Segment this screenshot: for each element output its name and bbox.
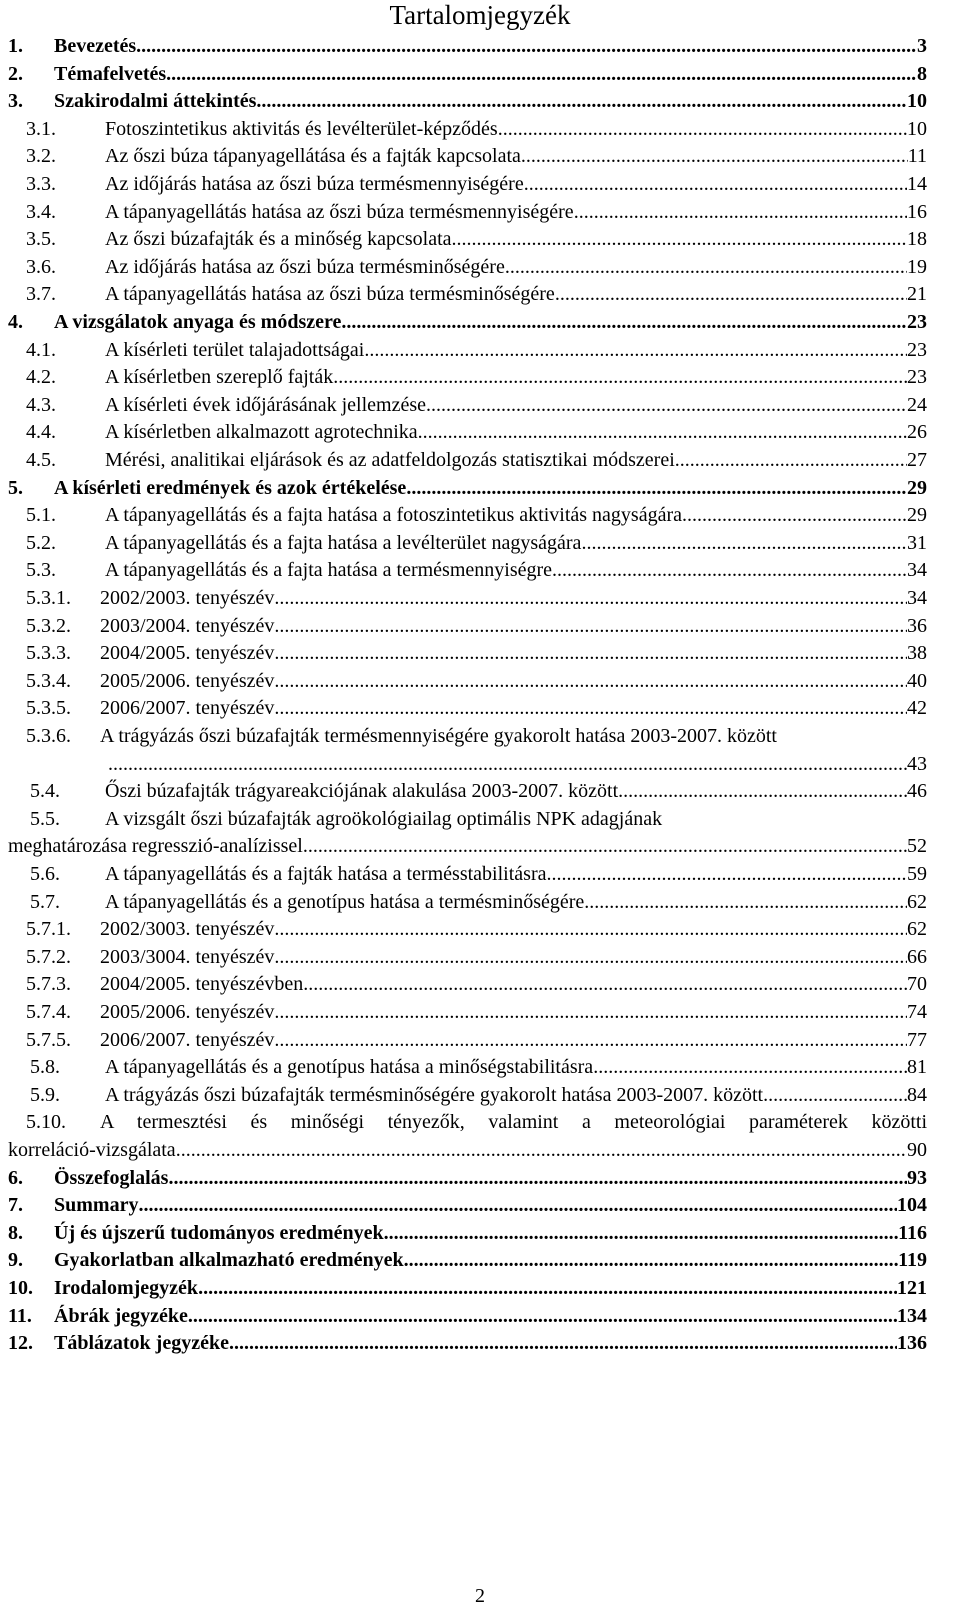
toc-entry-number: 3.2. (26, 145, 56, 168)
toc-entry-title: Gyakorlatban alkalmazható eredmények (54, 1249, 404, 1272)
toc-entry-page: 29 (907, 504, 927, 527)
dot-leader (176, 1136, 907, 1164)
toc-entry[interactable] (0, 336, 960, 364)
toc-entry[interactable] (0, 915, 960, 943)
toc-entry-number: 5.6. (30, 863, 60, 885)
dot-leader (418, 418, 907, 446)
toc-entry-page: 29 (907, 476, 927, 499)
dot-leader (593, 1053, 907, 1081)
page-title: Tartalomjegyzék (389, 0, 571, 30)
dot-leader (274, 639, 907, 667)
toc-entry-page: 81 (907, 1056, 927, 1079)
toc-entry-title: Táblázatok jegyzéke (54, 1332, 229, 1355)
toc-entry-page: 77 (907, 1028, 927, 1051)
toc-entry-number: 5.7. (30, 890, 60, 913)
toc-entry-page: 70 (907, 973, 927, 996)
toc-entry[interactable] (0, 474, 960, 502)
toc-entry-page: 93 (907, 1166, 927, 1189)
toc-entry-title: Szakirodalmi áttekintés (54, 90, 257, 113)
dot-leader (521, 142, 908, 170)
toc-entry-number: 5.7.3. (26, 973, 71, 996)
dot-leader (498, 115, 907, 143)
dot-leader (524, 170, 907, 198)
toc-entry-page: 14 (907, 173, 927, 195)
toc-entry[interactable] (0, 943, 960, 971)
toc-entry-title: 2005/2006. tenyészév (100, 669, 275, 692)
toc-entry-title: A tápanyagellátás és a fajta hatása a fotoszintetikus aktivitás nagyságára (105, 504, 683, 527)
toc-entry-page: 34 (907, 587, 927, 609)
toc-entry-title: 2004/2005. tenyészév (100, 642, 275, 665)
toc-entry-number: 5.3.5. (26, 697, 71, 720)
toc-entry-title: Fotoszintetikus aktivitás és levélterület-képződés (105, 117, 498, 140)
toc-entry-page: 23 (907, 366, 927, 389)
toc-entry-number: 12. (8, 1332, 33, 1355)
toc-entry-title: A tápanyagellátás és a fajta hatása a termésmennyiségre (105, 559, 553, 582)
toc-entry-title: Témafelvetés (54, 62, 167, 85)
toc-entry-page: 21 (907, 283, 927, 306)
dot-leader (384, 1219, 898, 1247)
toc-entry-number: 8. (8, 1221, 23, 1244)
dot-leader (555, 280, 907, 308)
dot-leader (274, 998, 907, 1026)
toc-entry-title: A trágyázás őszi búzafajták termésmennyiségére gyakorolt hatása 2003-2007. között (100, 725, 777, 747)
toc-entry-page: 3 (917, 35, 927, 57)
toc-entry-title: 2002/3003. tenyészév (100, 918, 275, 941)
toc-entry-number: 5.3.4. (26, 669, 71, 692)
toc-entry-number: 9. (8, 1249, 23, 1272)
toc-entry[interactable] (0, 1191, 960, 1219)
toc-entry-page: 34 (907, 559, 927, 582)
toc-entry-title: 2003/3004. tenyészév (100, 945, 275, 968)
toc-entry[interactable] (0, 888, 960, 916)
toc-entry-number: 5.4. (30, 780, 60, 803)
dot-leader (364, 336, 907, 364)
toc-entry[interactable] (0, 501, 960, 529)
toc-entry[interactable] (0, 722, 960, 750)
toc-entry-number: 5.3. (26, 559, 56, 582)
toc-entry-title: Irodalomjegyzék (54, 1277, 199, 1299)
toc-entry-title: A vizsgált őszi búzafajták agroökológiailag optimális NPK adagjának (105, 807, 663, 830)
toc-entry[interactable] (0, 170, 960, 198)
toc-entry-page: 43 (907, 752, 927, 775)
toc-entry-page: 38 (907, 642, 927, 665)
toc-entry[interactable] (0, 391, 960, 419)
toc-entry-title: A termesztési és minőségi tényezők, valamint a meteorológiai paraméterek közötti (100, 1111, 927, 1134)
toc-entry-page: 134 (897, 1304, 927, 1327)
dot-leader (505, 253, 907, 281)
toc-entry-title: A tápanyagellátás és a fajták hatása a termésstabilitásra (105, 863, 547, 885)
toc-entry[interactable] (0, 418, 960, 446)
toc-entry[interactable] (0, 970, 960, 998)
toc-entry-number: 5.3.2. (26, 614, 71, 637)
dot-leader (618, 777, 907, 805)
dot-leader (404, 1246, 898, 1274)
toc-entry-title: A kísérletben szereplő fajták (105, 366, 334, 389)
toc-entry-number: 5.3.1. (26, 587, 71, 609)
toc-entry[interactable] (0, 1081, 960, 1109)
toc-entry-page: 66 (907, 945, 927, 968)
dot-leader (574, 198, 907, 226)
toc-entry-page: 19 (907, 255, 927, 278)
toc-entry-continuation[interactable] (0, 1136, 960, 1164)
toc-entry-page: 119 (898, 1249, 927, 1272)
dot-leader (136, 32, 917, 60)
toc-entry[interactable] (0, 1026, 960, 1054)
toc-entry[interactable] (0, 1053, 960, 1081)
toc-entry-number: 4. (8, 311, 23, 333)
toc-entry-page: 62 (907, 890, 927, 913)
toc-entry-title: 2005/2006. tenyészév (100, 1001, 275, 1023)
toc-entry[interactable] (0, 198, 960, 226)
toc-entry-page: 36 (907, 614, 927, 637)
toc-entry-number: 3.6. (26, 255, 56, 278)
toc-entry[interactable] (0, 805, 960, 833)
toc-entry[interactable] (0, 1108, 960, 1136)
toc-entry-page: 116 (898, 1221, 927, 1244)
toc-entry[interactable] (0, 694, 960, 722)
toc-entry-page: 40 (907, 669, 927, 692)
toc-entry-number: 10. (8, 1277, 33, 1299)
dot-leader (274, 667, 907, 695)
toc-entry-number: 5.1. (26, 504, 56, 527)
toc-entry-page: 18 (907, 228, 927, 251)
toc-entry[interactable] (0, 253, 960, 281)
dot-leader (229, 1329, 897, 1357)
toc-entry[interactable] (0, 87, 960, 115)
toc-entry-title: Bevezetés (54, 35, 137, 57)
dot-leader (256, 87, 907, 115)
dot-leader (426, 391, 907, 419)
toc-entry-number: 5.7.2. (26, 945, 71, 968)
toc-entry-number: 3.4. (26, 200, 56, 223)
toc-entry-number: 3.7. (26, 283, 56, 306)
toc-entry-page: 26 (907, 421, 927, 444)
toc-entry-title: A tápanyagellátás és a genotípus hatása a termésminőségére (105, 890, 585, 913)
toc-entry[interactable] (0, 529, 960, 557)
toc-entry-title: A kísérleti terület talajadottságai (105, 338, 365, 361)
toc-entry-title: A kísérletben alkalmazott agrotechnika (105, 421, 418, 444)
toc-entry-page: 104 (897, 1194, 927, 1217)
toc-entry[interactable] (0, 639, 960, 667)
dot-leader (546, 860, 907, 888)
toc-entry[interactable] (0, 280, 960, 308)
toc-entry-title: 2004/2005. tenyészévben (100, 973, 304, 996)
toc-entry-number: 3. (8, 90, 23, 113)
toc-entry[interactable] (0, 225, 960, 253)
dot-leader (581, 529, 907, 557)
toc-entry-page: 31 (907, 531, 927, 554)
toc-entry-number: 5.3.6. (26, 725, 71, 747)
dot-leader (108, 750, 907, 778)
dot-leader (333, 363, 907, 391)
dot-leader (763, 1081, 907, 1109)
dot-leader (168, 1164, 907, 1192)
toc-entry-number: 4.3. (26, 393, 56, 416)
toc-entry-page: 24 (907, 393, 927, 416)
toc-entry-number: 5. (8, 476, 23, 499)
toc-entry-page: 23 (907, 338, 927, 361)
toc-entry[interactable] (0, 60, 960, 88)
toc-entry[interactable] (0, 584, 960, 612)
toc-entry[interactable] (0, 32, 960, 60)
toc-entry-title: A vizsgálatok anyaga és módszere (54, 311, 342, 333)
toc-entry-title-continued: meghatározása regresszió-analízissel (8, 835, 303, 858)
toc-entry[interactable] (0, 1246, 960, 1274)
toc-entry[interactable] (0, 998, 960, 1026)
toc-entry[interactable] (0, 115, 960, 143)
toc-entry-title: A tápanyagellátás hatása az őszi búza termésminőségére (105, 283, 555, 306)
toc-entry[interactable] (0, 1302, 960, 1330)
toc-entry[interactable] (0, 860, 960, 888)
toc-entry-title: A tápanyagellátás hatása az őszi búza termésmennyiségére (105, 200, 574, 223)
toc-entry-title: 2006/2007. tenyészév (100, 1028, 275, 1051)
toc-entry-number: 5.10. (26, 1111, 66, 1134)
toc-entry-title-continued: korreláció-vizsgálata (8, 1139, 176, 1161)
toc-entry-number: 2. (8, 62, 23, 85)
toc-entry-number: 4.4. (26, 421, 56, 444)
toc-entry-number: 5.5. (30, 807, 60, 830)
toc-entry[interactable] (0, 1274, 960, 1302)
toc-entry-number: 6. (8, 1166, 23, 1189)
toc-entry-number: 4.2. (26, 366, 56, 389)
toc-entry-number: 11. (8, 1304, 32, 1327)
toc-entry-title: Az őszi búza tápanyagellátása és a fajták kapcsolata (105, 145, 521, 168)
toc-entry-page: 16 (907, 200, 927, 223)
toc-entry-title: 2003/2004. tenyészév (100, 614, 275, 637)
toc-entry-title: Az őszi búzafajták és a minőség kapcsolata (105, 228, 452, 251)
toc-entry-number: 5.8. (30, 1056, 60, 1079)
toc-entry-number: 5.3.3. (26, 642, 71, 665)
toc-entry-number: 5.9. (30, 1083, 60, 1106)
toc-entry-title: A tápanyagellátás és a fajta hatása a levélterület nagyságára (105, 531, 582, 554)
dot-leader (682, 501, 907, 529)
dot-leader (138, 1191, 897, 1219)
toc-entry-page: 10 (907, 90, 927, 113)
toc-entry-title: Ábrák jegyzéke (54, 1304, 188, 1327)
toc-entry-page: 8 (917, 62, 927, 85)
dot-leader (274, 1026, 907, 1054)
toc-entry-number: 5.7.1. (26, 918, 71, 941)
dot-leader (452, 225, 907, 253)
toc-entry-page: 11 (907, 145, 927, 168)
toc-entry-number: 3.1. (26, 117, 56, 140)
toc-entry-page: 62 (907, 918, 927, 941)
toc-entry-title: A trágyázás őszi búzafajták termésminőségére gyakorolt hatása 2003-2007. között (105, 1083, 764, 1106)
toc-entry-title: A kísérleti évek időjárásának jellemzése (105, 393, 426, 416)
toc-entry-continuation[interactable] (0, 832, 960, 860)
toc-entry-title: Mérési, analitikai eljárások és az adatfeldolgozás statisztikai módszerei (105, 449, 675, 471)
toc-entry-number: 3.5. (26, 228, 56, 251)
toc-entry-title: 2006/2007. tenyészév (100, 697, 275, 720)
dot-leader (188, 1302, 897, 1330)
toc-entry-number: 7. (8, 1194, 23, 1217)
toc-entry-title: Őszi búzafajták trágyareakciójának alakulása 2003-2007. között (105, 780, 619, 803)
dot-leader (274, 694, 907, 722)
toc-entry[interactable] (0, 1164, 960, 1192)
toc-entry[interactable] (0, 556, 960, 584)
toc-entry-page: 84 (907, 1083, 927, 1106)
toc-entry-title: Az időjárás hatása az őszi búza termésminőségére (105, 255, 505, 278)
toc-entry-number: 4.1. (26, 338, 56, 361)
toc-entry-number: 5.2. (26, 531, 56, 554)
toc-entry-page: 74 (907, 1001, 927, 1023)
dot-leader (274, 612, 907, 640)
toc-entry-number: 4.5. (26, 449, 56, 471)
toc-entry[interactable] (0, 363, 960, 391)
toc-entry-number: 5.7.5. (26, 1028, 71, 1051)
page-number: 2 (475, 1585, 485, 1607)
toc-entry-title: Az időjárás hatása az őszi búza termésmennyiségére (105, 173, 524, 195)
dot-leader (406, 474, 907, 502)
toc-entry[interactable] (0, 777, 960, 805)
dot-leader (552, 556, 907, 584)
dot-leader (303, 970, 907, 998)
toc-entry-page: 10 (907, 117, 927, 140)
toc-entry-title: Összefoglalás (54, 1166, 169, 1189)
toc-entry[interactable] (0, 1329, 960, 1357)
toc-entry-page: 121 (897, 1277, 927, 1299)
dot-leader (274, 584, 907, 612)
toc-entry-title: Summary (54, 1194, 139, 1217)
toc-entry-page: 52 (907, 835, 927, 858)
toc-entry-page: 42 (907, 697, 927, 720)
dot-leader (198, 1274, 897, 1302)
toc-entry[interactable] (0, 667, 960, 695)
toc-entry-page: 136 (897, 1332, 927, 1355)
toc-entry[interactable] (0, 1219, 960, 1247)
toc-entry[interactable] (0, 446, 960, 474)
toc-entry-page: 59 (907, 863, 927, 885)
toc-entry-number: 3.3. (26, 173, 56, 195)
toc-entry-title: A kísérleti eredmények és azok értékelése (54, 476, 407, 499)
toc-entry[interactable] (0, 612, 960, 640)
toc-entry-page: 27 (907, 449, 927, 471)
toc-entry[interactable] (0, 308, 960, 336)
toc-entry-page: 90 (907, 1139, 927, 1161)
toc-entry[interactable] (0, 142, 960, 170)
toc-entry-number: 5.7.4. (26, 1001, 71, 1023)
dot-leader (303, 832, 907, 860)
dot-leader (675, 446, 907, 474)
dot-leader (274, 943, 907, 971)
toc-entry-title: Új és újszerű tudományos eredmények (54, 1221, 384, 1244)
dot-leader (584, 888, 907, 916)
toc-entry-title: A tápanyagellátás és a genotípus hatása a minőségstabilitásra (105, 1056, 594, 1079)
toc-entry-page: 23 (907, 311, 927, 333)
dot-leader (166, 60, 917, 88)
toc-entry-title: 2002/2003. tenyészév (100, 587, 275, 609)
toc-entry-continuation[interactable] (0, 750, 960, 778)
toc-entry-page: 46 (907, 780, 927, 803)
toc-entry-number: 1. (8, 35, 23, 57)
dot-leader (274, 915, 907, 943)
dot-leader (341, 308, 907, 336)
